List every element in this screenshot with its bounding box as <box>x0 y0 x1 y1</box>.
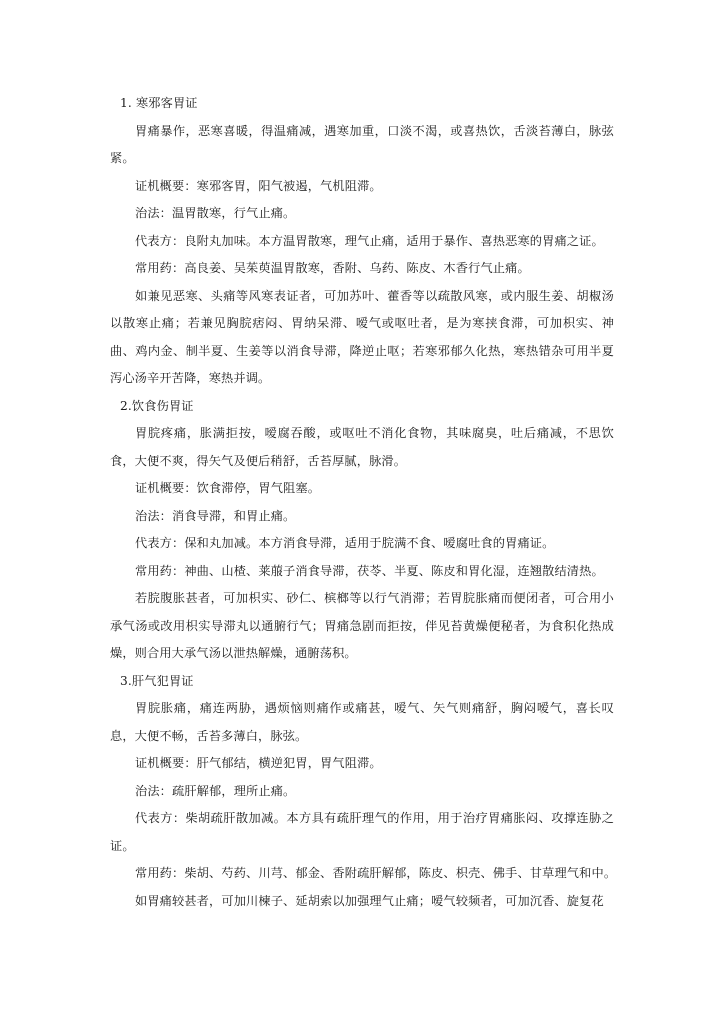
section-heading-liver-qi: 3.肝气犯胃证 <box>120 673 194 688</box>
formula-paragraph: 代表方：柴胡疏肝散加减。本方具有疏肝理气的作用，用于治疗胃痛胀闷、攻撑连胁之证。 <box>110 811 614 853</box>
mechanism-line: 证机概要：肝气郁结，横逆犯胃，胃气阻滞。 <box>135 756 382 770</box>
symptoms-paragraph: 胃脘胀痛，痛连两胁，遇烦恼则痛作或痛甚，嗳气、矢气则痛舒，胸闷嗳气，喜长叹息，大便不畅，舌苔多薄白，脉弦。 <box>110 701 614 743</box>
herbs-line: 常用药：柴胡、芍药、川芎、郁金、香附疏肝解郁，陈皮、枳壳、佛手、甘草理气和中。 <box>135 866 617 880</box>
modifications-paragraph: 如兼见恶寒、头痛等风寒表证者，可加苏叶、藿香等以疏散风寒，或内服生姜、胡椒汤以散寒止痛；若兼见胸脘痞闷、胃纳呆滞、嗳气或呕吐者，是为寒挟食滞，可加枳实、神曲、鸡内金、制半夏、生姜等以消食导滞，降逆止呕；若寒邪郁久化热，寒热错杂可用半夏泻心汤辛开苦降，寒热并调。 <box>110 288 614 385</box>
document-body <box>110 90 617 915</box>
mechanism-line: 证机概要：寒邪客胃，阳气被遏，气机阻滞。 <box>135 178 382 193</box>
symptoms-paragraph: 胃痛暴作，恶寒喜暖，得温痛减，遇寒加重，口淡不渴，或喜热饮，舌淡苔薄白，脉弦紧。 <box>110 123 614 165</box>
treatment-line: 治法：消食导滞，和胃止痛。 <box>135 508 296 523</box>
treatment-line: 治法：疏肝解郁，理所止痛。 <box>135 783 296 798</box>
formula-line: 代表方：保和丸加减。本方消食导滞，适用于脘满不食、嗳腐吐食的胃痛证。 <box>135 536 555 550</box>
formula-line: 代表方：良附丸加味。本方温胃散寒，理气止痛，适用于暴作、喜热恶寒的胃痛之证。 <box>135 233 604 248</box>
herbs-line: 常用药：神曲、山楂、莱菔子消食导滞，茯苓、半夏、陈皮和胃化湿，连翘散结清热。 <box>135 563 604 578</box>
herbs-line: 常用药：高良姜、吴茱萸温胃散寒，香附、乌药、陈皮、木香行气止痛。 <box>135 261 530 275</box>
section-heading-food-injury: 2.饮食伤胃证 <box>120 398 194 413</box>
modifications-paragraph: 若脘腹胀甚者，可加枳实、砂仁、槟榔等以行气消滞；若胃脘胀痛而便闭者，可合用小承气汤或改用枳实导滞丸以通腑行气；胃痛急剧而拒按，伴见苔黄燥便秘者，为食积化热成燥，则合用大承气汤以泄热解燥，通腑荡积。 <box>110 591 614 660</box>
section-heading-cold-evil: 1. 寒邪客胃证 <box>120 96 198 110</box>
mechanism-line: 证机概要：饮食滞停，胃气阻塞。 <box>135 481 321 495</box>
modifications-paragraph: 如胃痛较甚者，可加川楝子、延胡索以加强理气止痛；嗳气较频者，可加沉香、旋复花 <box>135 893 604 908</box>
treatment-line: 治法：温胃散寒，行气止痛。 <box>135 206 296 220</box>
symptoms-paragraph: 胃脘疼痛，胀满拒按，嗳腐吞酸，或呕吐不消化食物，其味腐臭，吐后痛减，不思饮食，大便不爽，得矢气及便后稍舒，舌苔厚腻，脉滑。 <box>110 426 614 468</box>
